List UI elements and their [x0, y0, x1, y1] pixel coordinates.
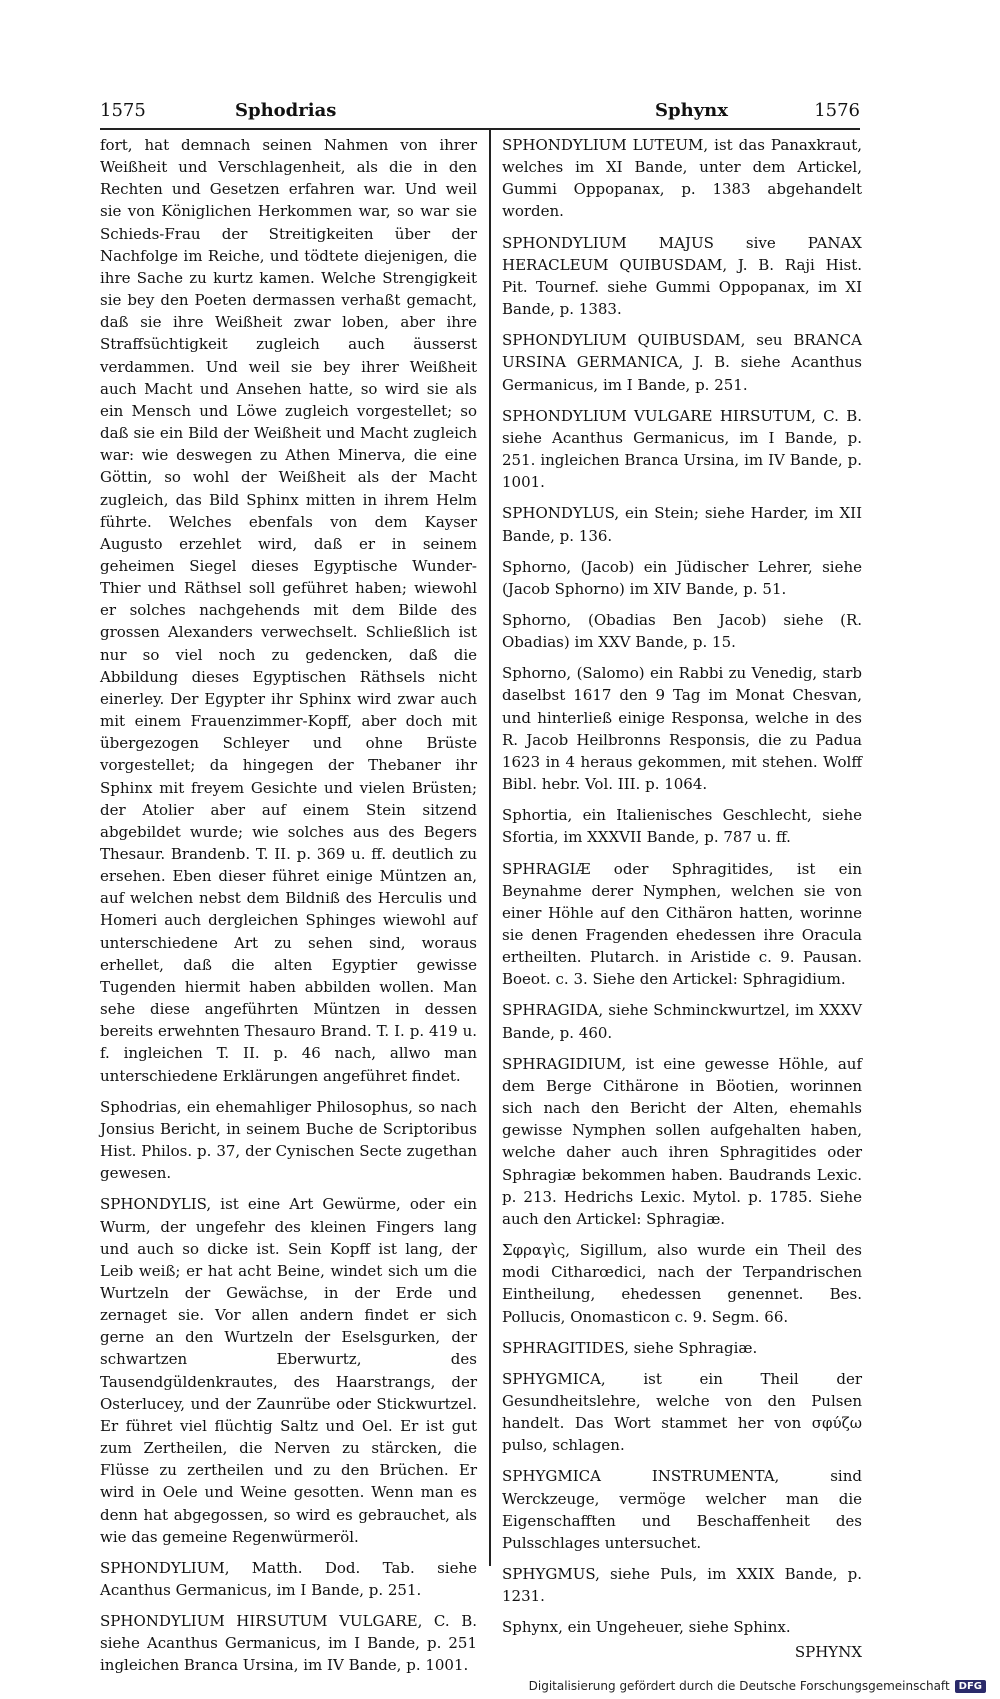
- entry-sphragitides: SPHRAGITIDES, siehe Sphragiæ.: [502, 1338, 758, 1357]
- right-column: [502, 134, 862, 1663]
- entry-sphorno-salomo: Sphorno, (Salomo) ein Rabbi zu Venedig, starb daselbst 1617 den 9 Tag im Monat Chesvan, und hinterließ einige Responsa, welche in des R. Jacob Heilbronns Responsis, die zu Padua 1623 in 4 heraus gekommen, mit stehen. Wolff Bibl. hebr. Vol. III. p. 1064.: [502, 664, 862, 794]
- entry-sphorno-jacob: Sphorno, (Jacob) ein Jüdischer Lehrer, siehe (Jacob Sphorno) im XIV Bande, p. 51.: [502, 557, 862, 598]
- column-divider: [489, 130, 491, 1566]
- header-word-right: Sphynx: [655, 100, 728, 121]
- catchword: SPHYNX: [794, 1642, 862, 1661]
- entry-sphondylium-hirsutum-vulgare: SPHONDYLIUM HIRSUTUM VULGARE, C. B. siehe Acanthus Germanicus, im I Bande, p. 251 ingleichen Branca Ursina, im IV Bande, p. 1001.: [100, 1612, 477, 1675]
- entry-sphorno-obadias: Sphorno, (Obadias Ben Jacob) siehe (R. Obadias) im XXV Bande, p. 15.: [502, 610, 862, 652]
- entry-sphondylium-vulgare-hirsutum: SPHONDYLIUM VULGARE HIRSUTUM, C. B. siehe Acanthus Germanicus, im I Bande, p. 251. ingleichen Branca Ursina, im IV Bande, p. 1001.: [502, 406, 862, 492]
- entry-sphondylus: SPHONDYLUS, ein Stein; siehe Harder, im XII Bande, p. 136.: [502, 504, 862, 545]
- dfg-logo: DFG: [955, 1680, 986, 1693]
- header-rule: [100, 128, 860, 130]
- entry-sphynx: Sphynx, ein Ungeheuer, siehe Sphinx.: [502, 1618, 791, 1637]
- footer-text: Digitalisierung gefördert durch die Deutsche Forschungsgemeinschaft: [528, 1679, 950, 1693]
- page-number-right: 1576: [814, 100, 860, 121]
- entry-sphodrias: Sphodrias, ein ehemahliger Philosophus, so nach Jonsius Bericht, in seinem Buche de Scriptoribus Hist. Philos. p. 37, der Cynischen Secte zugethan gewesen.: [100, 1097, 477, 1183]
- header-word-left: Sphodrias: [235, 100, 337, 121]
- entry-sphragis-greek: Σφραγὶς, Sigillum, also wurde ein Theil des modi Citharœdici, nach der Terpandrischen Eintheilung, ehedessen genennet. Bes. Pollucis, Onomasticon c. 9. Segm. 66.: [502, 1241, 862, 1326]
- entry-sphondylium-majus: SPHONDYLIUM MAJUS sive PANAX HERACLEUM QUIBUSDAM, J. B. Raji Hist. Pit. Tournef. siehe Gummi Oppopanax, im XI Bande, p. 1383.: [502, 233, 862, 319]
- entry-sphondylium-quibusdam: SPHONDYLIUM QUIBUSDAM, seu BRANCA URSINA GERMANICA, J. B. siehe Acanthus Germanicus, im I Bande, p. 251.: [502, 331, 862, 394]
- entry-sphragidium: SPHRAGIDIUM, ist eine gewesse Höhle, auf dem Berge Cithärone in Böotien, worinnen sich nach den Bericht der Alten, ehemahls gewisse Nymphen sollen aufgehalten haben, welche daher auch ihren Sphragitides oder Sphragiæ bekommen haben. Baudrands Lexic. p. 213. Hedrichs Lexic. Mytol. p. 1785. Siehe auch den Artickel: Sphragiæ.: [502, 1054, 862, 1228]
- entry-sphygmica-instrumenta: SPHYGMICA INSTRUMENTA, sind Werckzeuge, vermöge welcher man die Eigenschafften und Beschaffenheit des Pulsschlages untersuchet.: [502, 1467, 862, 1552]
- entry-sphondylium: SPHONDYLIUM, Matth. Dod. Tab. siehe Acanthus Germanicus, im I Bande, p. 251.: [100, 1558, 477, 1599]
- entry-sphragida: SPHRAGIDA, siehe Schminckwurtzel, im XXXV Bande, p. 460.: [502, 1001, 862, 1042]
- entry-sphondylium-luteum: SPHONDYLIUM LUTEUM, ist das Panaxkraut, welches im XI Bande, unter dem Artickel, Gummi Oppopanax, p. 1383 abgehandelt worden.: [502, 136, 862, 221]
- running-header: [100, 100, 860, 126]
- entry-sphygmica: SPHYGMICA, ist ein Theil der Gesundheitslehre, welche von den Pulsen handelt. Das Wort stammet her von σφύζω pulso, schlagen.: [502, 1369, 862, 1455]
- entry-sphinx-continued: fort, hat demnach seinen Nahmen von ihrer Weißheit und Verschlagenheit, als die in den Rechten und Gesetzen erfahren war. Und weil sie von Königlichen Herkommen war, so war sie Schieds-Frau der Streitigkeiten über der Nachfolge im Reiche, und tödtete diejenigen, die ihre Sache zu kurtz kamen. Welche Strengigkeit sie bey den Poeten dermassen verhaßt gemacht, daß sie ihre Weißheit zwar loben, aber ihre Straffsüchtigkeit zugleich auch äusserst verdammen. Und weil sie bey ihrer Weißheit auch Macht und Ansehen hatte, so wird sie als ein Mensch und Löwe zugleich vorgestellet; so daß sie ein Bild der Weißheit und Macht zugleich war: wie deswegen zu Athen Minerva, die eine Göttin, so wohl der Weißheit als der Macht zugleich, das Bild Sphinx mitten in ihrem Helm führte. Welches ebenfals von dem Kayser Augusto erzehlet wird, daß er in seinem geheimen Siegel dieses Egyptische Wunder-Thier und Räthsel soll geführet haben; wiewohl er solches nachgehends mit dem Bilde des grossen Alexanders verwechselt. Schließlich ist nur so viel noch zu gedencken, daß die Abbildung dieses Egyptischen Räthsels nicht einerley. Der Egypter ihr Sphinx wird zwar auch mit einem Frauenzimmer-Kopff, aber doch mit übergezogen Schleyer und ohne Brüste vorgestellet; da hingegen der Thebaner ihr Sphinx mit freyem Gesichte und vielen Brüsten; der Atolier aber auf einem Stein sitzend abgebildet wurde; wie solches aus des Begers Thesaur. Brandenb. T. II. p. 369 u. ff. deutlich zu ersehen. Eben dieser führet einige Müntzen an, auf welchen nebst dem Bildniß des Herculis und Homeri auch dergleichen Sphinges wiewohl auf unterschiedene Art zu sehen sind, woraus erhellet, daß die alten Egyptier gewisse Tugenden hiermit haben abbilden wollen. Man sehe diese angeführten Müntzen in dessen bereits erwehnten Thesauro Brand. T. I. p. 419 u. f. ingleichen T. II. p. 46 nach, allwo man unterschiedene Erklärungen angeführet findet.: [100, 136, 477, 1085]
- entry-sphygmus: SPHYGMUS, siehe Puls, im XXIX Bande, p. 1231.: [502, 1565, 862, 1606]
- page-number-left: 1575: [100, 100, 146, 121]
- digitization-footer: [529, 1679, 986, 1693]
- entry-sphondylis: SPHONDYLIS, ist eine Art Gewürme, oder ein Wurm, der ungefehr des kleinen Fingers lang und auch so dicke ist. Sein Kopff ist lang, der Leib weiß; er hat acht Beine, windet sich um die Wurtzeln der Gewächse, in der Erde und zernaget sie. Vor allen andern findet er sich gerne an den Wurtzeln der Eselsgurken, der schwartzen Eberwurtz, des Tausendgüldenkrautes, des Haarstrangs, der Osterlucey, und der Zaunrübe oder Stickwurtzel. Er führet viel flüchtig Saltz und Oel. Er ist gut zum Zertheilen, die Nerven zu stärcken, die Flüsse zu zertheilen und zu den Brüchen. Er wird in Oele und Weine gesotten. Wenn man es denn hat abgegossen, so wird es gebrauchet, als wie das gemeine Regenwürmeröl.: [100, 1195, 477, 1546]
- entry-sphortia: Sphortia, ein Italienisches Geschlecht, siehe Sfortia, im XXXVII Bande, p. 787 u. ff.: [502, 806, 862, 847]
- left-column: [100, 134, 477, 1677]
- entry-sphragiae: SPHRAGIÆ oder Sphragitides, ist ein Beynahme derer Nymphen, welchen sie von einer Höhle auf den Cithäron hatten, worinne sie denen Fragenden ehedessen ihre Oracula ertheilten. Plutarch. in Aristide c. 9. Pausan. Boeot. c. 3. Siehe den Artickel: Sphragidium.: [502, 859, 862, 989]
